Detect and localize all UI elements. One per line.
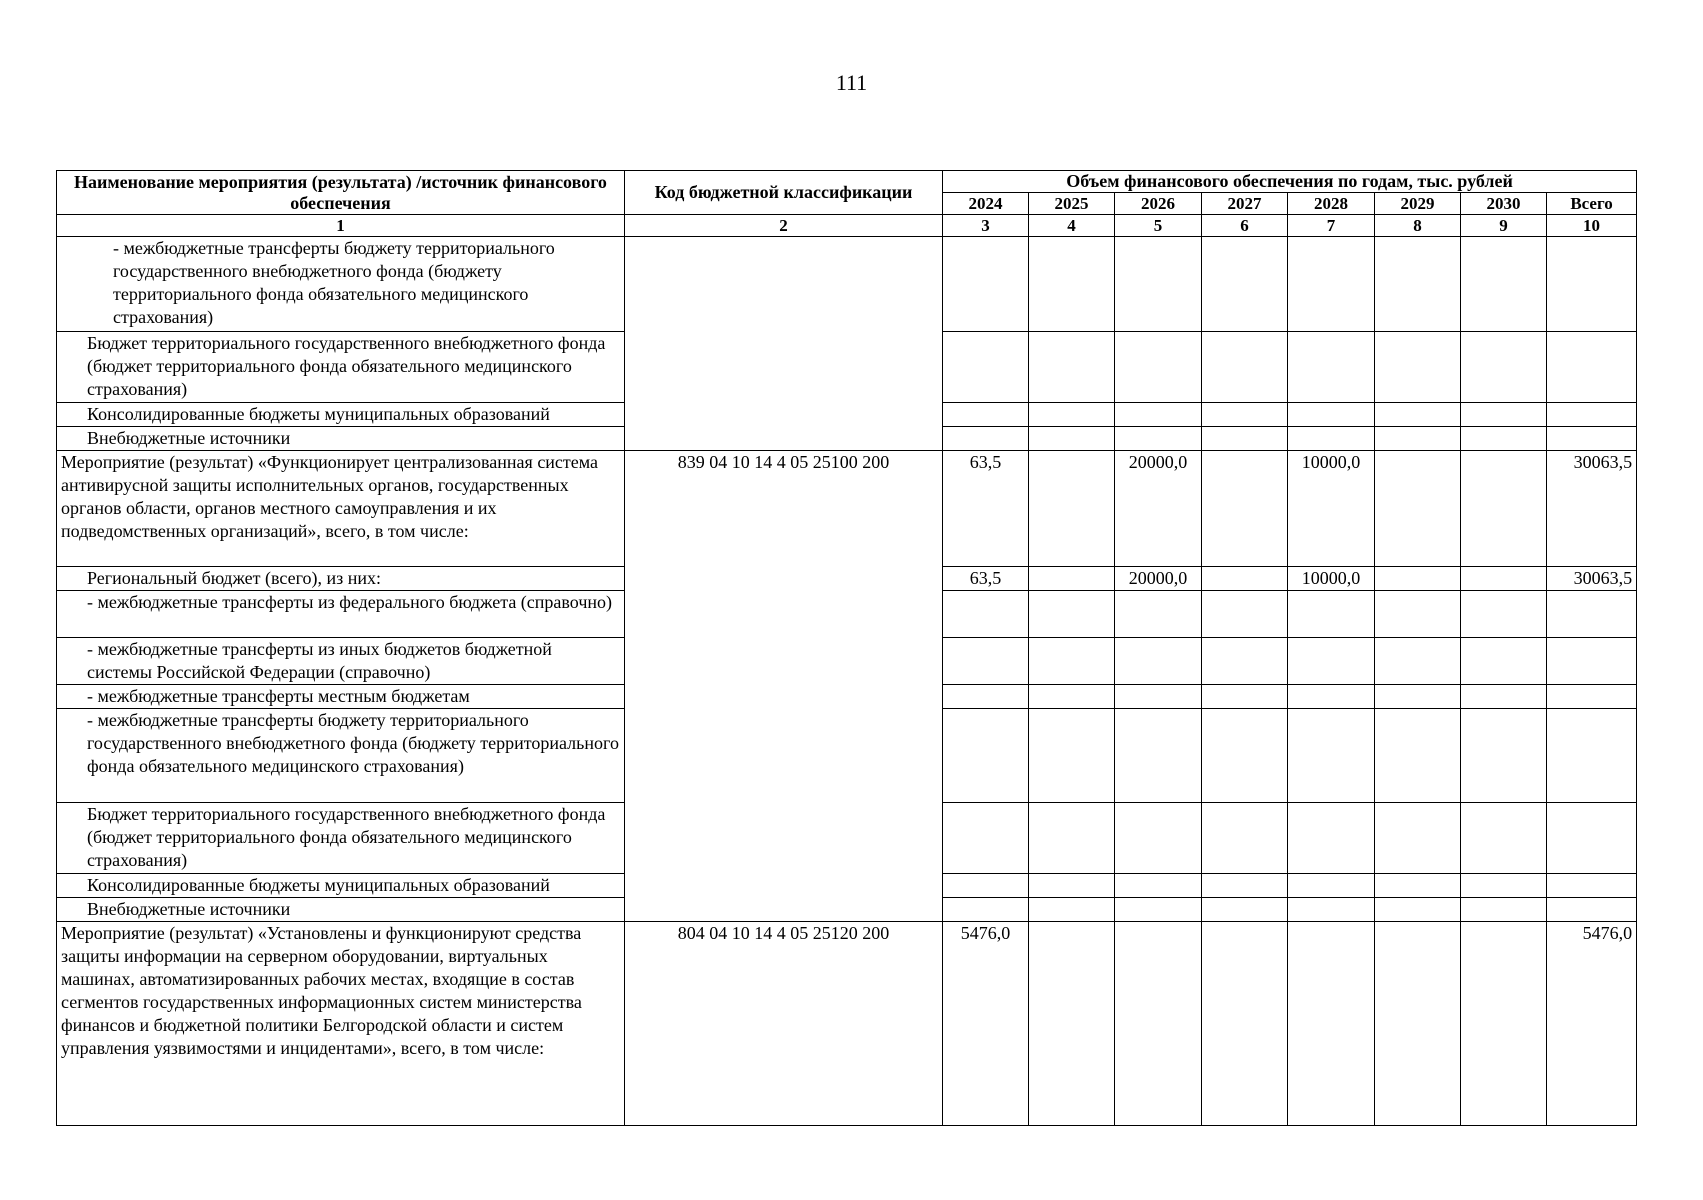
row-name: - межбюджетные трансферты из федерального бюджета (справочно) — [57, 591, 625, 638]
header-year: 2029 — [1375, 193, 1461, 215]
table-row — [57, 237, 1637, 332]
cell-2028: 10000,0 — [1288, 451, 1375, 567]
cell-total: 30063,5 — [1547, 451, 1637, 567]
row-code: 839 04 10 14 4 05 25100 200 — [625, 451, 943, 922]
cell-2028: 10000,0 — [1288, 567, 1375, 591]
budget-table — [56, 170, 1637, 1126]
column-number: 4 — [1029, 215, 1115, 237]
row-name: Мероприятие (результат) «Функционирует централизованная система антивирусной защиты исполнительных органов, государственных органов области, органов местного самоуправления и их подведомственных организаций», всего, в том числе: — [57, 451, 625, 567]
row-name: - межбюджетные трансферты бюджету территориального государственного внебюджетного фонда (бюджету территориального фонда обязательного медицинского страхования) — [57, 237, 625, 332]
row-code — [625, 237, 943, 451]
row-name: Консолидированные бюджеты муниципальных образований — [57, 874, 625, 898]
row-name: Бюджет территориального государственного внебюджетного фонда (бюджет территориального фонда обязательного медицинского страхования) — [57, 803, 625, 874]
column-number: 10 — [1547, 215, 1637, 237]
cell-2026: 20000,0 — [1115, 567, 1202, 591]
row-name: Бюджет территориального государственного внебюджетного фонда (бюджет территориального фонда обязательного медицинского страхования) — [57, 332, 625, 403]
header-year: 2028 — [1288, 193, 1375, 215]
cell-2024: 63,5 — [943, 451, 1029, 567]
row-name: - межбюджетные трансферты местным бюджетам — [57, 685, 625, 709]
cell-2024: 63,5 — [943, 567, 1029, 591]
header-year: 2026 — [1115, 193, 1202, 215]
column-number: 6 — [1202, 215, 1288, 237]
cell-total: 30063,5 — [1547, 567, 1637, 591]
column-number: 3 — [943, 215, 1029, 237]
row-name: Мероприятие (результат) «Установлены и функционируют средства защиты информации на серверном оборудовании, виртуальных машинах, автоматизированных рабочих местах, входящие в состав сегментов государственных информационных систем министерства финансов и бюджетной политики Белгородской области и систем управления уязвимостями и инцидентами», всего, в том числе: — [57, 922, 625, 1126]
row-code: 804 04 10 14 4 05 25120 200 — [625, 922, 943, 1126]
header-year: 2027 — [1202, 193, 1288, 215]
table-row — [57, 922, 1637, 1126]
cell-2026: 20000,0 — [1115, 451, 1202, 567]
table-row — [57, 451, 1637, 567]
page-number: 111 — [835, 70, 868, 95]
row-name: Внебюджетные источники — [57, 427, 625, 451]
column-number: 7 — [1288, 215, 1375, 237]
header-year: 2024 — [943, 193, 1029, 215]
row-name: Консолидированные бюджеты муниципальных образований — [57, 403, 625, 427]
header-name: Наименование мероприятия (результата) /источник финансового обеспечения — [57, 171, 625, 215]
column-number: 8 — [1375, 215, 1461, 237]
header-year: 2030 — [1461, 193, 1547, 215]
column-number: 9 — [1461, 215, 1547, 237]
row-name: Региональный бюджет (всего), из них: — [57, 567, 625, 591]
row-name: - межбюджетные трансферты бюджету территориального государственного внебюджетного фонда (бюджету территориального фонда обязательного медицинского страхования) — [57, 709, 625, 803]
header-total: Всего — [1547, 193, 1637, 215]
header-finance: Объем финансового обеспечения по годам, тыс. рублей — [943, 171, 1637, 193]
column-number: 1 — [57, 215, 625, 237]
cell-2024: 5476,0 — [943, 922, 1029, 1126]
column-number: 2 — [625, 215, 943, 237]
cell-total: 5476,0 — [1547, 922, 1637, 1126]
column-number: 5 — [1115, 215, 1202, 237]
row-name: - межбюджетные трансферты из иных бюджетов бюджетной системы Российской Федерации (справочно) — [57, 638, 625, 685]
row-name: Внебюджетные источники — [57, 898, 625, 922]
header-code: Код бюджетной классификации — [625, 171, 943, 215]
header-year: 2025 — [1029, 193, 1115, 215]
